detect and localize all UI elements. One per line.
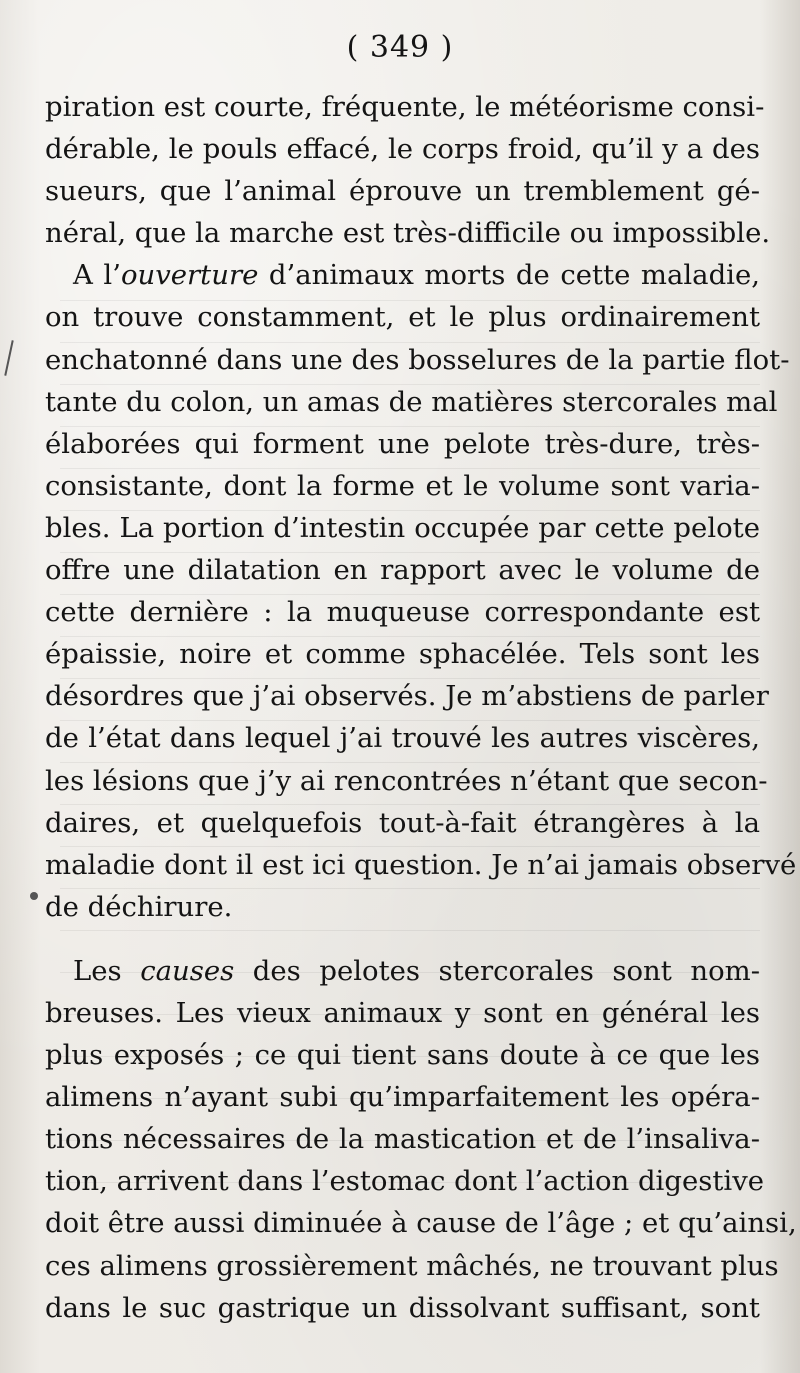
text-line: ces alimens grossièrement mâchés, ne trouvant plus bbox=[45, 1249, 779, 1282]
italic-term: causes bbox=[140, 954, 235, 987]
text-line: on trouve constamment, et le plus ordinairement bbox=[45, 301, 760, 334]
text-line bbox=[45, 950, 760, 992]
text-line: daires, et quelquefois tout-à-fait étrangères à la bbox=[45, 806, 760, 839]
text-line: doit être aussi diminuée à cause de l’âge ; et qu’ainsi, bbox=[45, 1207, 797, 1240]
text-line: tion, arrivent dans l’estomac dont l’action digestive bbox=[45, 1165, 765, 1198]
text-line: bles. La portion d’intestin occupée par cette pelote bbox=[45, 511, 760, 544]
text-line bbox=[45, 254, 760, 296]
text-line: dans le suc gastrique un dissolvant suffisant, sont bbox=[45, 1291, 760, 1324]
text-line: néral, que la marche est très-difficile ou impossible. bbox=[45, 217, 771, 250]
text-segment: des pelotes stercorales sont nom- bbox=[234, 954, 761, 987]
text-line: plus exposés ; ce qui tient sans doute à ce que les bbox=[45, 1039, 760, 1072]
page-number: ( 349 ) bbox=[346, 30, 454, 65]
text-line: piration est courte, fréquente, le météorisme consi- bbox=[45, 91, 765, 123]
text-line: offre une dilatation en rapport avec le volume de bbox=[45, 554, 760, 587]
text-line: dérable, le pouls effacé, le corps froid, qu’il y a des bbox=[45, 133, 760, 166]
paragraph-2 bbox=[45, 254, 797, 928]
text-line: de l’état dans lequel j’ai trouvé les autres viscères, bbox=[45, 722, 760, 755]
margin-mark bbox=[4, 340, 13, 376]
text-line: enchatonné dans une des bosselures de la partie flot- bbox=[45, 343, 790, 376]
text-line: épaissie, noire et comme sphacélée. Tels sont les bbox=[45, 638, 760, 671]
body-text bbox=[45, 86, 797, 1329]
text-segment: Les bbox=[73, 954, 141, 987]
text-segment: A l’ bbox=[73, 259, 121, 292]
text-line: sueurs, que l’animal éprouve un tremblement gé- bbox=[45, 175, 760, 208]
paragraph-gap bbox=[45, 928, 760, 950]
text-line: de déchirure. bbox=[45, 890, 233, 923]
text-line: alimens n’ayant subi qu’imparfaitement les opéra- bbox=[45, 1081, 760, 1114]
text-line: cette dernière : la muqueuse correspondante est bbox=[45, 596, 760, 629]
text-segment: d’animaux morts de cette maladie, bbox=[258, 259, 760, 292]
text-line: élaborées qui forment une pelote très-dure, très- bbox=[45, 427, 760, 460]
text-line: tante du colon, un amas de matières stercorales mal bbox=[45, 385, 778, 418]
text-line: désordres que j’ai observés. Je m’abstiens de parler bbox=[45, 680, 769, 713]
text-line: consistante, dont la forme et le volume sont varia- bbox=[45, 469, 760, 502]
margin-dot bbox=[30, 892, 38, 900]
paragraph-3 bbox=[45, 950, 797, 1329]
text-line: maladie dont il est ici question. Je n’ai jamais observé bbox=[45, 848, 797, 881]
text-line: tions nécessaires de la mastication et de l’insaliva- bbox=[45, 1123, 760, 1156]
text-line: les lésions que j’y ai rencontrées n’étant que secon- bbox=[45, 764, 768, 797]
italic-term: ouverture bbox=[120, 259, 259, 292]
text-line: breuses. Les vieux animaux y sont en général les bbox=[45, 996, 760, 1029]
paragraph-1 bbox=[45, 86, 771, 254]
